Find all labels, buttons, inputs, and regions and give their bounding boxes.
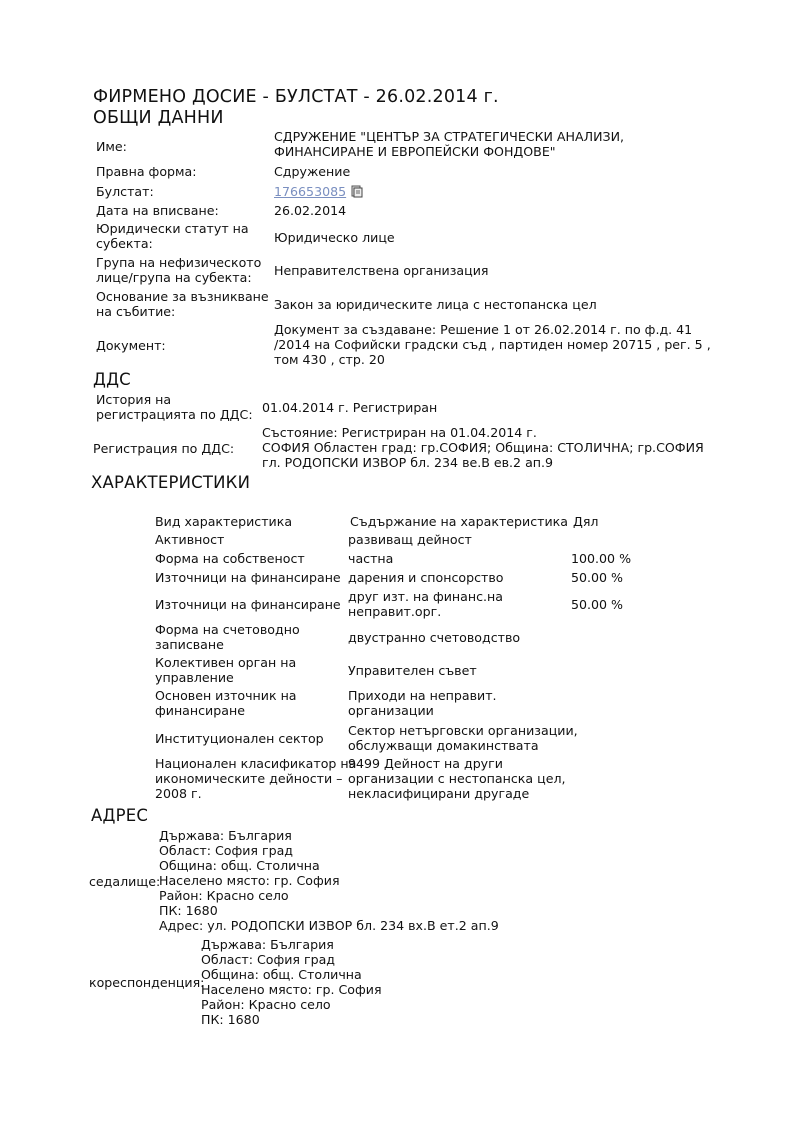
- vat-registration-value: Състояние: Регистриран на 01.04.2014 г. СОФИЯ Областен град: гр.СОФИЯ; Община: СТОЛИЧНА; гр.СОФИЯ гл. РОДОПСКИ ИЗВОР бл. 234 ве.В ев.2 ап.9: [262, 425, 704, 470]
- address-line: Област: София град: [201, 952, 336, 967]
- vat-history-value: 01.04.2014 г. Регистриран: [262, 400, 438, 415]
- characteristic-kind: Източници на финансиране: [155, 570, 341, 585]
- characteristic-kind: Форма на собственост: [155, 551, 305, 566]
- characteristic-content: развиващ дейност: [348, 532, 472, 547]
- group-value: Неправителствена организация: [274, 263, 489, 278]
- characteristic-content: двустранно счетоводство: [348, 629, 521, 645]
- col-header-kind: Вид характеристика: [155, 514, 293, 529]
- seat-label: седалище:: [89, 874, 161, 889]
- bulstat-value: [274, 184, 363, 201]
- document-icon[interactable]: [350, 185, 363, 201]
- vat-registration-label: Регистрация по ДДС:: [93, 441, 235, 456]
- correspondence-label: кореспонденция:: [89, 975, 205, 990]
- characteristic-share: 50.00 %: [571, 596, 624, 612]
- name-value: СДРУЖЕНИЕ "ЦЕНТЪР ЗА СТРАТЕГИЧЕСКИ АНАЛИЗИ, ФИНАНСИРАНЕ И ЕВРОПЕЙСКИ ФОНДОВЕ": [274, 129, 625, 159]
- address-line: Адрес: ул. РОДОПСКИ ИЗВОР бл. 234 вх.В ет.2 ап.9: [159, 918, 499, 933]
- legal-status-value: Юридическо лице: [274, 230, 395, 245]
- characteristic-kind: Институционален сектор: [155, 730, 324, 746]
- characteristic-share: 100.00 %: [571, 551, 632, 566]
- characteristic-content: Управителен съвет: [348, 662, 477, 678]
- col-header-content: Съдържание на характеристика: [350, 514, 568, 529]
- section-title-address: АДРЕС: [91, 806, 149, 825]
- characteristic-content: 9499 Дейност на други организации с нестопанска цел, некласифицирани другаде: [348, 756, 566, 801]
- section-title-general: ОБЩИ ДАННИ: [93, 108, 224, 128]
- bulstat-link[interactable]: 176653085: [274, 184, 347, 199]
- characteristic-content: частна: [348, 551, 394, 566]
- address-line: Населено място: гр. София: [201, 982, 382, 997]
- address-line: ПК: 1680: [159, 903, 218, 918]
- section-title-characteristics: ХАРАКТЕРИСТИКИ: [91, 473, 251, 492]
- characteristic-kind: Форма на счетоводно записване: [155, 622, 300, 652]
- characteristic-content: дарения и спонсорство: [348, 570, 504, 585]
- vat-history-label: История на регистрацията по ДДС:: [96, 392, 253, 422]
- reg-date-label: Дата на вписване:: [96, 203, 219, 218]
- document-value: Документ за създаване: Решение 1 от 26.02.2014 г. по ф.д. 41 /2014 на Софийски градски съд , партиден номер 20715 , рег. 5 , том 430 , стр. 20: [274, 322, 711, 367]
- name-label: Име:: [96, 139, 127, 154]
- address-line: Населено място: гр. София: [159, 873, 340, 888]
- characteristic-kind: Национален класификатор на икономическите дейности – 2008 г.: [155, 756, 357, 801]
- address-line: Държава: България: [201, 937, 334, 952]
- address-line: ПК: 1680: [201, 1012, 260, 1027]
- group-label: Група на нефизическото лице/група на субекта:: [96, 255, 262, 285]
- reg-date-value: 26.02.2014: [274, 203, 347, 218]
- correspondence-address: [201, 937, 382, 1027]
- seat-address: [159, 828, 499, 933]
- address-line: Община: общ. Столична: [201, 967, 362, 982]
- address-line: Област: София град: [159, 843, 294, 858]
- characteristic-content: друг изт. на финанс.на неправит.орг.: [348, 589, 503, 619]
- address-line: Държава: България: [159, 828, 292, 843]
- basis-value: Закон за юридическите лица с нестопанска цел: [274, 297, 597, 312]
- characteristic-content: Сектор нетърговски организации, обслужващи домакинствата: [348, 723, 578, 753]
- page-title: ФИРМЕНО ДОСИЕ - БУЛСТАТ - 26.02.2014 г.: [93, 87, 499, 107]
- section-title-vat: ДДС: [93, 370, 131, 389]
- bulstat-label: Булстат:: [96, 184, 154, 199]
- characteristic-kind: Колективен орган на управление: [155, 655, 297, 685]
- legal-form-label: Правна форма:: [96, 164, 197, 179]
- address-line: Район: Красно село: [201, 997, 331, 1012]
- address-line: Район: Красно село: [159, 888, 289, 903]
- legal-status-label: Юридически статут на субекта:: [96, 221, 249, 251]
- characteristic-kind: Активност: [155, 532, 225, 547]
- col-header-share: Дял: [573, 514, 599, 529]
- characteristic-kind: Източници на финансиране: [155, 596, 341, 612]
- legal-form-value: Сдружение: [274, 164, 351, 179]
- characteristic-share: 50.00 %: [571, 570, 624, 585]
- characteristic-kind: Основен източник на финансиране: [155, 688, 297, 718]
- address-line: Община: общ. Столична: [159, 858, 320, 873]
- characteristic-content: Приходи на неправит. организации: [348, 688, 497, 718]
- document-label: Документ:: [96, 338, 166, 353]
- basis-label: Основание за възникване на събитие:: [96, 289, 269, 319]
